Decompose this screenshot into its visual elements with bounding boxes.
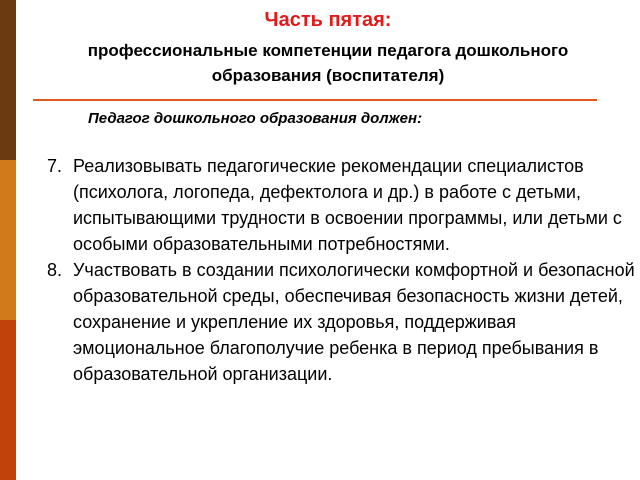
- lead-text: Педагог дошкольного образования должен:: [88, 110, 423, 127]
- divider-line: [33, 99, 597, 101]
- subtitle-line-2: образования (воспитателя): [211, 66, 445, 85]
- item-text: Участвовать в создании психологически комфортной и безопасной образовательной среды, обеспечивая безопасность жизни детей, сохранение и укрепление их здоровья, поддерживая эмоциональное благополучие ребенка в период пребывания в образовательной организации.: [73, 260, 635, 384]
- item-text: Реализовывать педагогические рекомендации специалистов (психолога, логопеда, дефектолога и др.) в работе с детьми, испытывающими трудности в освоении программы, или детьми с особыми образовательными потребностями.: [73, 156, 622, 254]
- side-bar-top: [0, 0, 16, 160]
- list-item: [47, 257, 635, 387]
- item-number: 8.: [47, 260, 63, 280]
- side-bar-bottom: [0, 320, 16, 480]
- slide-subtitle: [16, 38, 640, 88]
- competency-list: [47, 153, 635, 387]
- subtitle-line-1: профессиональные компетенции педагога дошкольного: [87, 41, 569, 60]
- slide-title: Часть пятая:: [264, 9, 392, 31]
- list-item: [47, 153, 635, 257]
- side-bar-middle: [0, 160, 16, 320]
- item-number: 7.: [47, 156, 63, 176]
